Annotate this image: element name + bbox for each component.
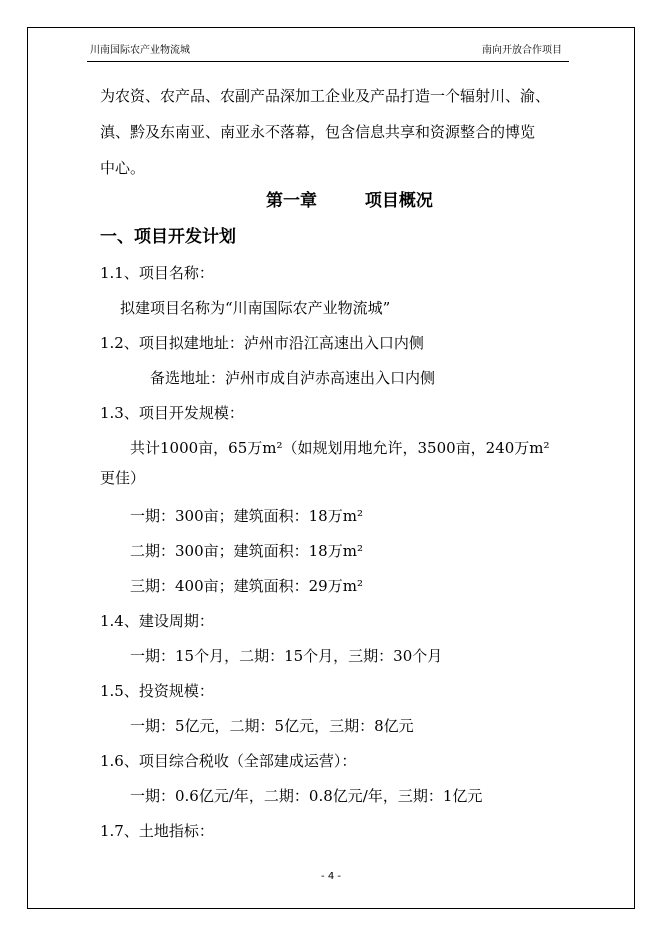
item-phase-1: 一期：300亩；建筑面积：18万m² <box>130 507 363 525</box>
item-tax-heading: 1.6、项目综合税收（全部建成运营）： <box>100 752 357 770</box>
header-right-title: 南向开放合作项目 <box>482 45 562 56</box>
chapter-heading <box>266 191 433 211</box>
item-phase-3: 三期：400亩；建筑面积：29万m² <box>130 577 363 595</box>
header-rule <box>87 61 569 62</box>
intro-line-1: 为农资、农产品、农副产品深加工企业及产品打造一个辐射川、渝、 <box>100 87 551 105</box>
item-name-text: 拟建项目名称为“川南国际农产业物流城” <box>120 299 391 317</box>
item-address-heading: 1.2、项目拟建地址：泸州市沿江高速出入口内侧 <box>100 334 424 352</box>
chapter-title: 项目概况 <box>364 191 433 211</box>
item-scale-line-2: 更佳） <box>100 469 146 487</box>
intro-line-3: 中心。 <box>100 159 146 177</box>
item-phase-2: 二期：300亩；建筑面积：18万m² <box>130 542 363 560</box>
item-land-heading: 1.7、土地指标： <box>100 822 214 840</box>
intro-line-2: 滇、黔及东南亚、南亚永不落幕，包含信息共享和资源整合的博览 <box>100 123 536 141</box>
item-scale-heading: 1.3、项目开发规模： <box>100 404 244 422</box>
item-invest-text: 一期：5亿元，二期：5亿元，三期：8亿元 <box>130 717 414 735</box>
section-title: 一、项目开发计划 <box>100 227 236 247</box>
item-tax-text: 一期：0.6亿元/年，二期：0.8亿元/年，三期：1亿元 <box>130 787 483 805</box>
item-scale-line-1: 共计1000亩，65万m²（如规划用地允许，3500亩，240万m² <box>130 439 550 457</box>
item-name-heading: 1.1、项目名称： <box>100 264 214 282</box>
item-address-alt: 备选地址：泸州市成自泸赤高速出入口内侧 <box>150 369 436 387</box>
chapter-number: 第一章 <box>266 191 317 211</box>
header-left-title: 川南国际农产业物流城 <box>90 45 190 56</box>
page-number: - 4 - <box>321 871 341 882</box>
item-period-text: 一期：15个月，二期：15个月，三期：30个月 <box>130 647 443 665</box>
item-period-heading: 1.4、建设周期： <box>100 612 214 630</box>
item-invest-heading: 1.5、投资规模： <box>100 682 214 700</box>
